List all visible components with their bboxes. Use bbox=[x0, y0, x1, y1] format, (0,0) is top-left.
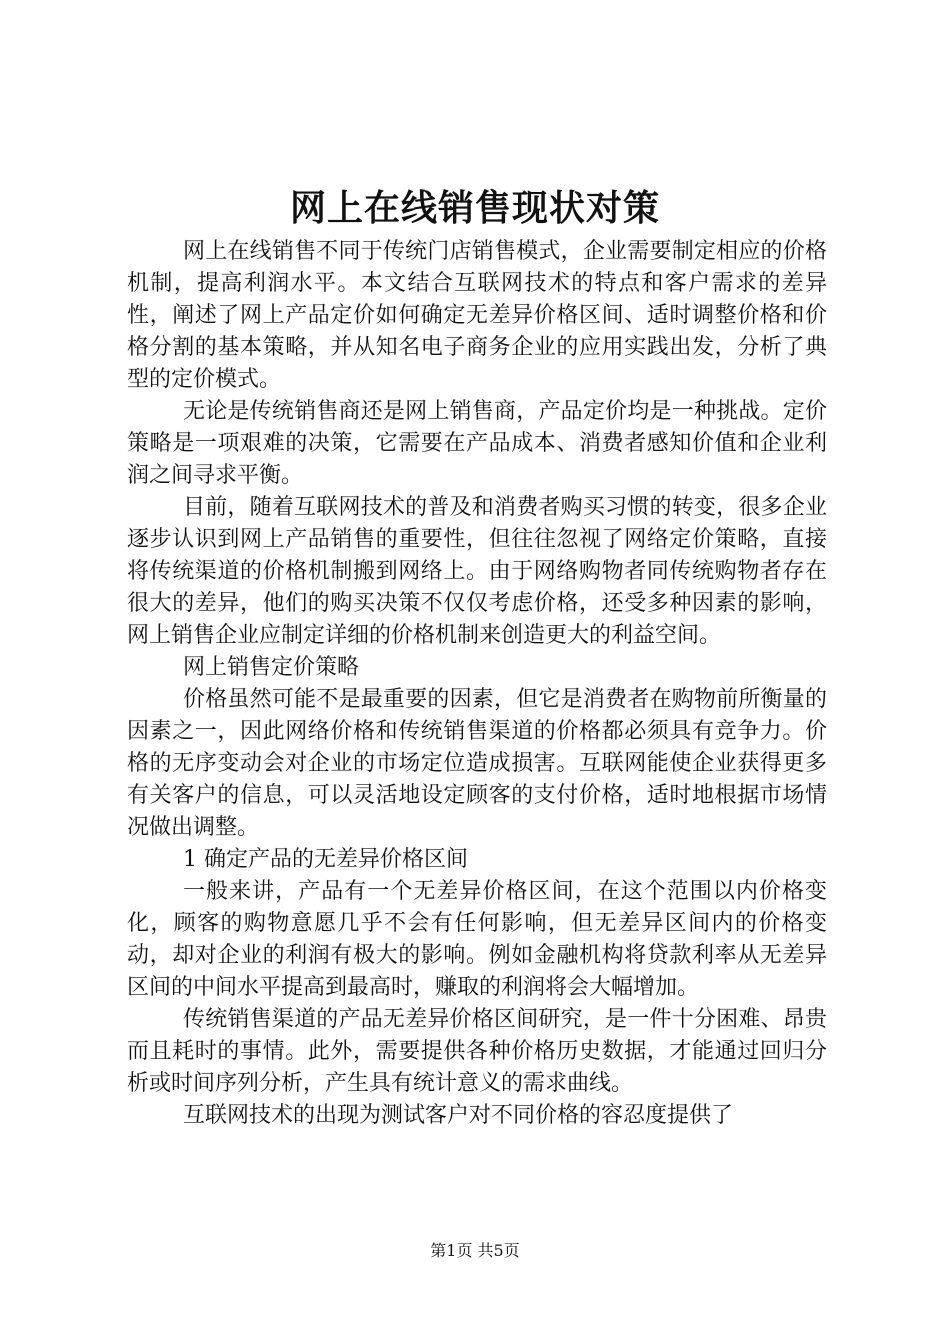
paragraph: 目前，随着互联网技术的普及和消费者购买习惯的转变，很多企业逐步认识到网上产品销售的重要性，但往往忽视了网络定价策略，直接将传统渠道的价格机制搬到网络上。由于网络购物者同传统购物者存在很大的差异，他们的购买决策不仅仅考虑价格，还受多种因素的影响，网上销售企业应制定详细的价格机制来创造更大的利益空间。 bbox=[127, 495, 827, 648]
paragraph: 无论是传统销售商还是网上销售商，产品定价均是一种挑战。定价策略是一项艰难的决策，它需要在产品成本、消费者感知价值和企业利润之间寻求平衡。 bbox=[127, 399, 827, 488]
document-title: 网上在线销售现状对策 bbox=[289, 187, 660, 229]
paragraph: 互联网技术的出现为测试客户对不同价格的容忍度提供了 bbox=[183, 1103, 734, 1128]
paragraph: 价格虽然可能不是最重要的因素，但它是消费者在购物前所衡量的因素之一，因此网络价格和传统销售渠道的价格都必须具有竞争力。价格的无序变动会对企业的市场定位造成损害。互联网能使企业获得更多有关客户的信息，可以灵活地设定顾客的支付价格，适时地根据市场情况做出调整。 bbox=[127, 687, 827, 840]
subsection-heading: 1 确定产品的无差异价格区间 bbox=[183, 847, 468, 872]
paragraph-abstract: 网上在线销售不同于传统门店销售模式，企业需要制定相应的价格机制，提高利润水平。本文结合互联网技术的特点和客户需求的差异性，阐述了网上产品定价如何确定无差异价格区间、适时调整价格和价格分割的基本策略，并从知名电子商务企业的应用实践出发，分析了典型的定价模式。 bbox=[127, 239, 827, 392]
section-heading: 网上销售定价策略 bbox=[183, 655, 360, 680]
page-footer: 第1页 共5页 bbox=[430, 1241, 520, 1260]
paragraph: 传统销售渠道的产品无差异价格区间研究，是一件十分困难、昂贵而且耗时的事情。此外，需要提供各种价格历史数据，才能通过回归分析或时间序列分析，产生具有统计意义的需求曲线。 bbox=[127, 1007, 827, 1096]
document-body bbox=[127, 236, 827, 1132]
paragraph: 一般来讲，产品有一个无差异价格区间，在这个范围以内价格变化，顾客的购物意愿几乎不会有任何影响，但无差异区间内的价格变动，却对企业的利润有极大的影响。例如金融机构将贷款利率从无差异区间的中间水平提高到最高时，赚取的利润将会大幅增加。 bbox=[127, 879, 827, 1000]
